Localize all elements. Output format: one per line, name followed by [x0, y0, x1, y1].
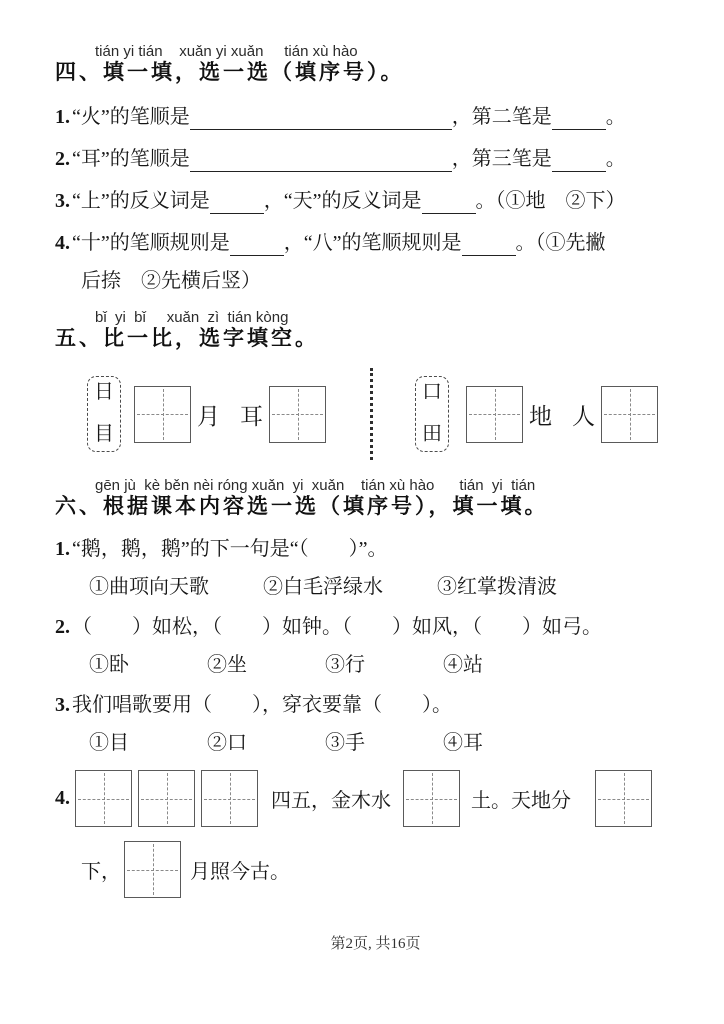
answer-blank	[210, 194, 264, 214]
character-options-box	[415, 376, 449, 452]
answer-blank	[552, 110, 606, 130]
option-item: ②坐	[207, 654, 247, 676]
writing-grid	[403, 770, 460, 827]
writing-grid	[75, 770, 132, 827]
option-character: 田	[422, 423, 442, 445]
option-item: ③手	[325, 732, 365, 754]
option-item: ④耳	[443, 732, 483, 754]
question-text: “耳”的笔顺是	[72, 148, 190, 170]
writing-grid	[138, 770, 195, 827]
question-text: ，“天”的反义词是	[263, 190, 422, 212]
option-character: 目	[94, 423, 114, 445]
question-text: 。	[605, 106, 626, 128]
option-item: ④站	[443, 654, 483, 676]
section-divider	[370, 368, 373, 460]
given-character: 地	[529, 403, 552, 429]
option-item: ①卧	[89, 654, 129, 676]
options-row	[89, 730, 696, 756]
option-item: ①目	[89, 732, 129, 754]
answer-blank	[190, 152, 452, 172]
question-text: 。（①先撇	[515, 232, 606, 254]
given-character: 耳	[240, 403, 263, 429]
pinyin-annotation: bǐ yi bǐ xuǎn zì tián kòng	[95, 309, 289, 326]
options-row	[89, 574, 696, 600]
worksheet-page	[55, 44, 696, 953]
question-number: 2.	[55, 148, 70, 170]
writing-grid	[466, 386, 523, 443]
question-text: ，第三笔是	[451, 148, 552, 170]
options-row	[89, 652, 696, 678]
question-text: ，第二笔是	[451, 106, 552, 128]
section-heading: 四、填一填，选一选（填序号）。	[55, 60, 405, 84]
question-number: 3.	[55, 190, 70, 212]
question-text: 下，	[81, 861, 121, 883]
question	[55, 614, 696, 640]
option-item: ①曲项向天歌	[89, 576, 209, 598]
question-text: “十”的笔顺规则是	[72, 232, 230, 254]
answer-blank	[230, 236, 284, 256]
writing-grid	[201, 770, 258, 827]
question-number: 2.	[55, 616, 70, 638]
section-heading: 五、比一比，选字填空。	[55, 326, 319, 350]
question-text: “上”的反义词是	[72, 190, 210, 212]
question-text: “火”的笔顺是	[72, 106, 190, 128]
question-number: 4.	[55, 787, 70, 809]
given-character: 人	[572, 403, 595, 429]
section-5	[55, 310, 696, 460]
option-item: ③行	[325, 654, 365, 676]
question-text: “鹅，鹅，鹅”的下一句是“（ ）”。	[72, 538, 388, 560]
writing-grid	[269, 386, 326, 443]
question-text: 四五，金木水	[271, 790, 391, 812]
writing-grid	[124, 841, 181, 898]
question-number: 1.	[55, 538, 70, 560]
question	[55, 146, 696, 172]
question-text: （ ）如松，（ ）如钟。（ ）如风，（ ）如弓。	[72, 616, 602, 638]
question	[55, 104, 696, 130]
pinyin-annotation: tián yi tián xuǎn yi xuǎn tián xù hào	[95, 43, 358, 60]
option-item: ③红掌拨清波	[437, 576, 557, 598]
question-text: 土。天地分	[471, 790, 571, 812]
question	[55, 188, 696, 214]
question-text: 。	[605, 148, 626, 170]
question-text: 。（①地 ②下）	[475, 190, 626, 212]
option-item: ②口	[207, 732, 247, 754]
question-number: 1.	[55, 106, 70, 128]
question-text: 我们唱歌要用（ ），穿衣要靠（ ）。	[72, 694, 452, 716]
question-continuation	[81, 841, 696, 898]
page-number: 第2页, 共16页	[330, 936, 421, 952]
answer-blank	[552, 152, 606, 172]
question-number: 4.	[55, 232, 70, 254]
question	[55, 692, 696, 718]
question-text: 月照今古。	[190, 861, 290, 883]
section-heading: 六、根据课本内容选一选（填序号），填一填。	[55, 494, 549, 518]
pinyin-annotation: gēn jù kè běn nèi róng xuǎn yi xuǎn tián xù hào tián yi tián	[95, 477, 536, 494]
question-text: ，“八”的笔顺规则是	[283, 232, 462, 254]
option-character: 口	[422, 381, 442, 403]
compare-fill-row	[87, 368, 696, 460]
section-4	[55, 44, 696, 294]
question	[55, 536, 696, 562]
character-options-box	[87, 376, 121, 452]
writing-grid	[601, 386, 658, 443]
answer-blank	[190, 110, 452, 130]
writing-grid	[134, 386, 191, 443]
answer-blank	[422, 194, 476, 214]
given-character: 月	[197, 403, 220, 429]
option-item: ②白毛浮绿水	[263, 576, 383, 598]
answer-blank	[462, 236, 516, 256]
question-continuation	[81, 268, 696, 294]
question-text: 后捺 ②先横后竖）	[81, 270, 261, 292]
writing-grid	[595, 770, 652, 827]
section-6	[55, 478, 696, 898]
question-number: 3.	[55, 694, 70, 716]
question	[55, 770, 696, 827]
option-character: 日	[94, 381, 114, 403]
question	[55, 230, 696, 256]
